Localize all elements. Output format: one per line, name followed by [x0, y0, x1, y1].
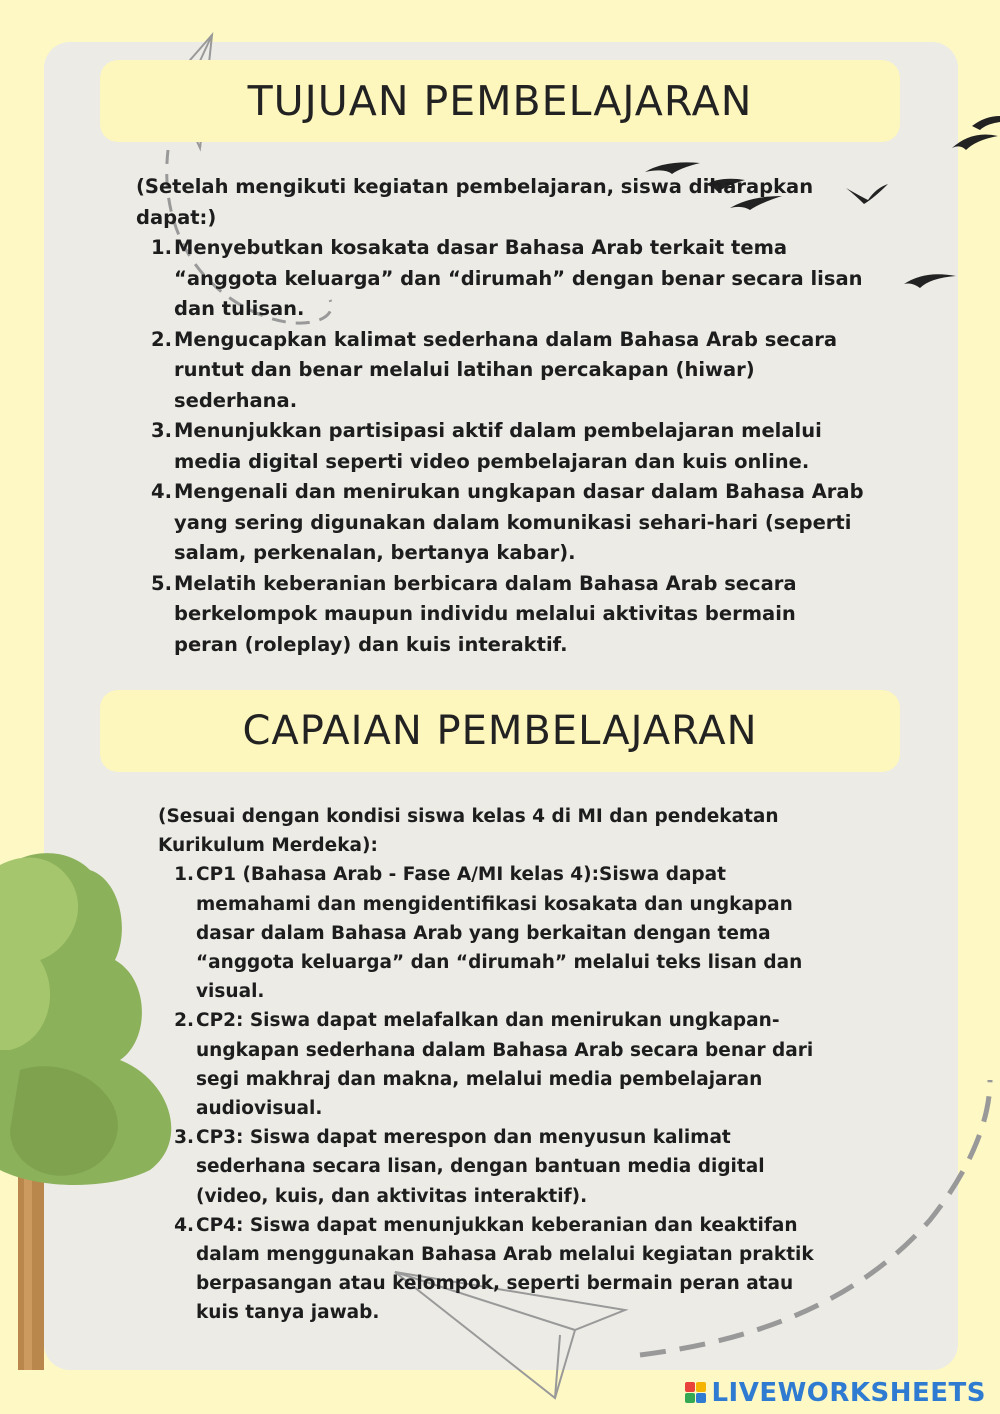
item-text: CP3: Siswa dapat merespon dan menyusun kalimat sederhana secara lisan, dengan bantuan media digital (video, kuis, dan aktivitas interaktif). [196, 1127, 765, 1207]
list-item [136, 325, 866, 417]
bird-icon [904, 274, 956, 288]
tujuan-list [136, 233, 866, 660]
bird-icon [972, 116, 1000, 130]
liveworksheets-logo[interactable] [685, 1378, 986, 1408]
tujuan-intro: (Setelah mengikuti kegiatan pembelajaran, siswa diharapkan dapat:) [136, 175, 814, 229]
item-text: Mengenali dan menirukan ungkapan dasar dalam Bahasa Arab yang sering digunakan dalam komunikasi sehari-hari (seperti salam, perkenalan, bertanya kabar). [174, 480, 864, 564]
item-number: 4. [174, 1214, 194, 1236]
item-text: Melatih keberanian berbicara dalam Bahasa Arab secara berkelompok maupun individu melalui aktivitas bermain peran (roleplay) dan kuis interaktif. [174, 571, 797, 656]
tujuan-title: TUJUAN PEMBELAJARAN [247, 77, 753, 125]
item-number: 1. [151, 236, 172, 259]
item-number: 3. [174, 1127, 194, 1149]
item-number: 1. [174, 864, 194, 886]
item-number: 5. [151, 571, 172, 595]
list-item [136, 416, 866, 477]
tujuan-section [136, 172, 866, 660]
item-text: CP2: Siswa dapat melafalkan dan menirukan ungkapan-ungkapan sederhana dalam Bahasa Arab secara benar dari segi makhraj dan makna, melalui media pembelajaran audiovisual. [196, 1010, 814, 1120]
tujuan-title-banner [100, 60, 900, 142]
capaian-list [158, 860, 838, 1327]
capaian-section [158, 802, 838, 1328]
item-text: Mengucapkan kalimat sederhana dalam Bahasa Arab secara runtut dan benar melalui latihan percakapan (hiwar) sederhana. [174, 327, 838, 412]
capaian-intro: (Sesuai dengan kondisi siswa kelas 4 di MI dan pendekatan Kurikulum Merdeka): [158, 806, 779, 857]
list-item [136, 569, 866, 661]
tree-illustration [0, 853, 171, 1370]
item-text: Menyebutkan kosakata dasar Bahasa Arab terkait tema “anggota keluarga” dan “dirumah” dengan benar secara lisan dan tulisan. [174, 236, 863, 320]
item-number: 3. [151, 419, 172, 442]
item-number: 4. [151, 480, 172, 503]
item-text: CP1 (Bahasa Arab - Fase A/MI kelas 4):Siswa dapat memahami dan mengidentifikasi kosakata dan ungkapan dasar dalam Bahasa Arab yang berkaitan dengan tema “anggota keluarga” dan “dirumah” melalui teks lisan dan visual. [196, 864, 803, 1003]
list-item [158, 1123, 838, 1211]
list-item [136, 233, 866, 325]
capaian-title-banner [100, 690, 900, 772]
list-item [158, 1211, 838, 1328]
bird-icon [952, 135, 998, 151]
list-item [158, 1006, 838, 1123]
item-number: 2. [174, 1010, 194, 1032]
list-item [136, 477, 866, 569]
liveworksheets-logo-text: LIVEWORKSHEETS [711, 1378, 986, 1408]
item-number: 2. [151, 327, 172, 351]
item-text: Menunjukkan partisipasi aktif dalam pembelajaran melalui media digital seperti video pembelajaran dan kuis online. [174, 419, 822, 473]
capaian-title: CAPAIAN PEMBELAJARAN [242, 708, 758, 754]
list-item [158, 860, 838, 1006]
item-text: CP4: Siswa dapat menunjukkan keberanian dan keaktifan dalam menggunakan Bahasa Arab melalui kegiatan praktik berpasangan atau kelompok, seperti bermain peran atau kuis tanya jawab. [196, 1214, 814, 1324]
liveworksheets-logo-icon [685, 1382, 707, 1404]
